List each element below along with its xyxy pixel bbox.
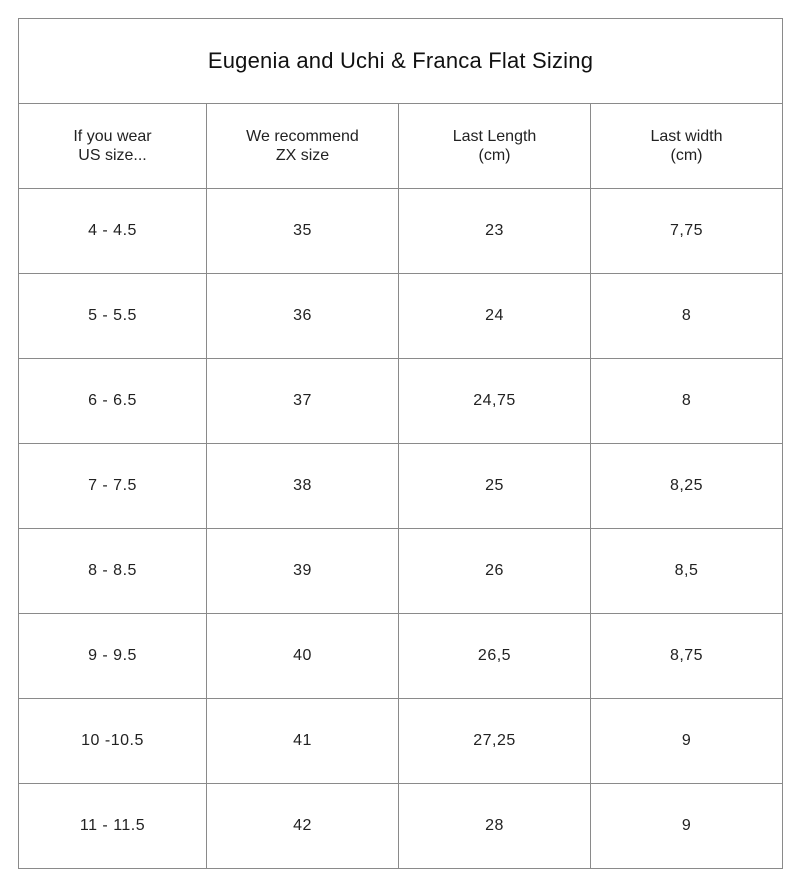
table-row xyxy=(19,359,783,444)
us-size-cell: 4 - 4.5 xyxy=(19,189,207,274)
last-length-cell: 24,75 xyxy=(399,359,591,444)
last-length-cell: 28 xyxy=(399,784,591,869)
zx-size-cell: 41 xyxy=(207,699,399,784)
zx-size-cell: 35 xyxy=(207,189,399,274)
last-width-cell: 8,5 xyxy=(591,529,783,614)
last-width-cell: 8,75 xyxy=(591,614,783,699)
table-row xyxy=(19,614,783,699)
sizing-table xyxy=(18,18,783,869)
last-width-cell: 8 xyxy=(591,274,783,359)
us-size-cell: 10 -10.5 xyxy=(19,699,207,784)
table-row xyxy=(19,529,783,614)
last-width-cell: 8 xyxy=(591,359,783,444)
zx-size-cell: 37 xyxy=(207,359,399,444)
zx-size-cell: 39 xyxy=(207,529,399,614)
title-row xyxy=(19,19,783,104)
header-us-size-line1: If you wear xyxy=(73,128,152,145)
zx-size-cell: 42 xyxy=(207,784,399,869)
header-us-size xyxy=(19,104,207,189)
us-size-cell: 6 - 6.5 xyxy=(19,359,207,444)
header-zx-size-line1: We recommend xyxy=(246,128,359,145)
zx-size-cell: 38 xyxy=(207,444,399,529)
last-length-cell: 26 xyxy=(399,529,591,614)
table-row xyxy=(19,444,783,529)
header-row xyxy=(19,104,783,189)
table-title: Eugenia and Uchi & Franca Flat Sizing xyxy=(19,19,783,104)
header-last-length-line2: (cm) xyxy=(478,147,511,164)
us-size-cell: 5 - 5.5 xyxy=(19,274,207,359)
last-length-cell: 25 xyxy=(399,444,591,529)
zx-size-cell: 36 xyxy=(207,274,399,359)
header-zx-size xyxy=(207,104,399,189)
us-size-cell: 8 - 8.5 xyxy=(19,529,207,614)
last-width-cell: 9 xyxy=(591,699,783,784)
table-row xyxy=(19,699,783,784)
last-length-cell: 23 xyxy=(399,189,591,274)
last-width-cell: 7,75 xyxy=(591,189,783,274)
us-size-cell: 9 - 9.5 xyxy=(19,614,207,699)
header-us-size-line2: US size... xyxy=(78,147,147,164)
header-last-width-line2: (cm) xyxy=(670,147,703,164)
last-length-cell: 24 xyxy=(399,274,591,359)
header-zx-size-line2: ZX size xyxy=(275,147,330,164)
us-size-cell: 7 - 7.5 xyxy=(19,444,207,529)
header-last-width xyxy=(591,104,783,189)
header-last-length-line1: Last Length xyxy=(452,128,537,145)
us-size-cell: 11 - 11.5 xyxy=(19,784,207,869)
last-width-cell: 9 xyxy=(591,784,783,869)
last-length-cell: 26,5 xyxy=(399,614,591,699)
last-length-cell: 27,25 xyxy=(399,699,591,784)
header-last-width-line1: Last width xyxy=(650,128,723,145)
table-row xyxy=(19,274,783,359)
last-width-cell: 8,25 xyxy=(591,444,783,529)
zx-size-cell: 40 xyxy=(207,614,399,699)
header-last-length xyxy=(399,104,591,189)
table-row xyxy=(19,784,783,869)
table-row xyxy=(19,189,783,274)
